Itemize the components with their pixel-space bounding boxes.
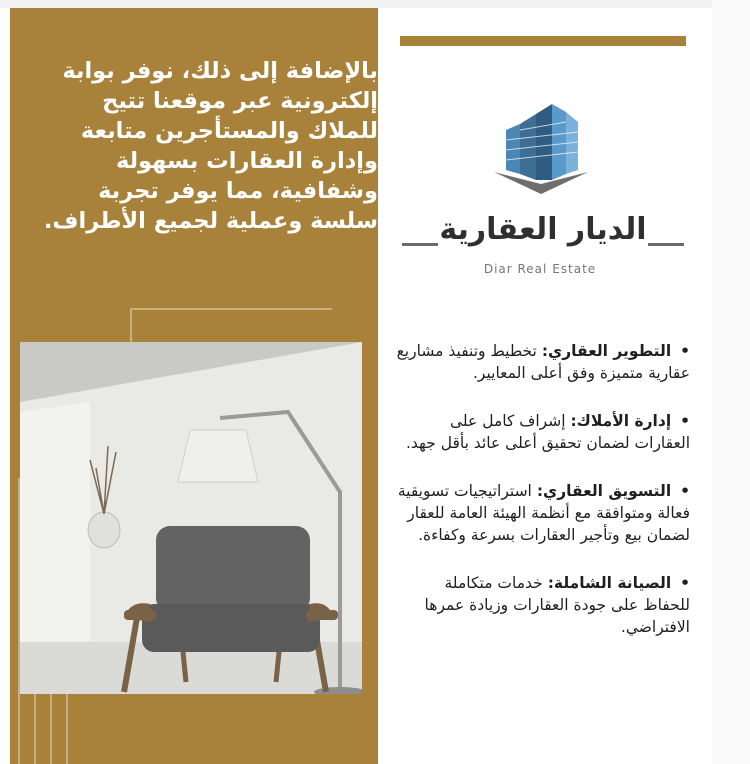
header-gold-bar	[400, 36, 686, 46]
interior-photo	[20, 342, 362, 694]
service-title: إدارة الأملاك:	[570, 412, 672, 430]
service-title: التطوير العقاري:	[541, 342, 672, 360]
service-item	[396, 480, 690, 546]
bullet-icon: •	[680, 574, 690, 592]
top-edge-strip	[0, 0, 750, 8]
brand-divider-left	[402, 243, 438, 246]
bullet-icon: •	[680, 342, 690, 360]
service-description: خدمات متكاملة للحفاظ على جودة العقارات وزيادة عمرها الافتراضي.	[424, 574, 690, 636]
service-item	[396, 410, 690, 454]
left-gold-panel	[10, 8, 378, 764]
building-logo-icon-graphic	[486, 100, 596, 196]
service-item	[396, 572, 690, 638]
building-logo-icon	[486, 100, 596, 196]
service-description: تخطيط وتنفيذ مشاريع عقارية متميزة وفق أعلى المعايير.	[396, 342, 690, 382]
intro-paragraph: بالإضافة إلى ذلك، نوفر بوابة إلكترونية عبر موقعنا تتيح للملاك والمستأجرين متابعة وإدارة العقارات بسهولة وشفافية، مما يوفر تجربة سلسة وعملية لجميع الأطراف.	[43, 58, 378, 234]
bullet-icon: •	[680, 412, 690, 430]
service-title: التسويق العقاري:	[536, 482, 672, 500]
bullet-icon: •	[680, 482, 690, 500]
brand-name-arabic: الديار العقارية	[439, 212, 647, 247]
right-edge-strip	[712, 0, 750, 764]
brand-divider-right	[648, 243, 684, 246]
armchair-lamp-illustration	[20, 342, 362, 694]
service-title: الصيانة الشاملة:	[547, 574, 672, 592]
service-item	[396, 340, 690, 384]
brand-name-english: Diar Real Estate	[483, 262, 597, 276]
service-description: استراتيجيات تسويقية فعالة ومتوافقة مع أنظمة الهيئة العامة للعقار لضمان بيع وتأجير العقارات بسرعة وكفاءة.	[397, 482, 690, 544]
service-description: إشراف كامل على العقارات لضمان تحقيق أعلى عائد بأقل جهد.	[405, 412, 690, 452]
services-list	[396, 340, 690, 664]
